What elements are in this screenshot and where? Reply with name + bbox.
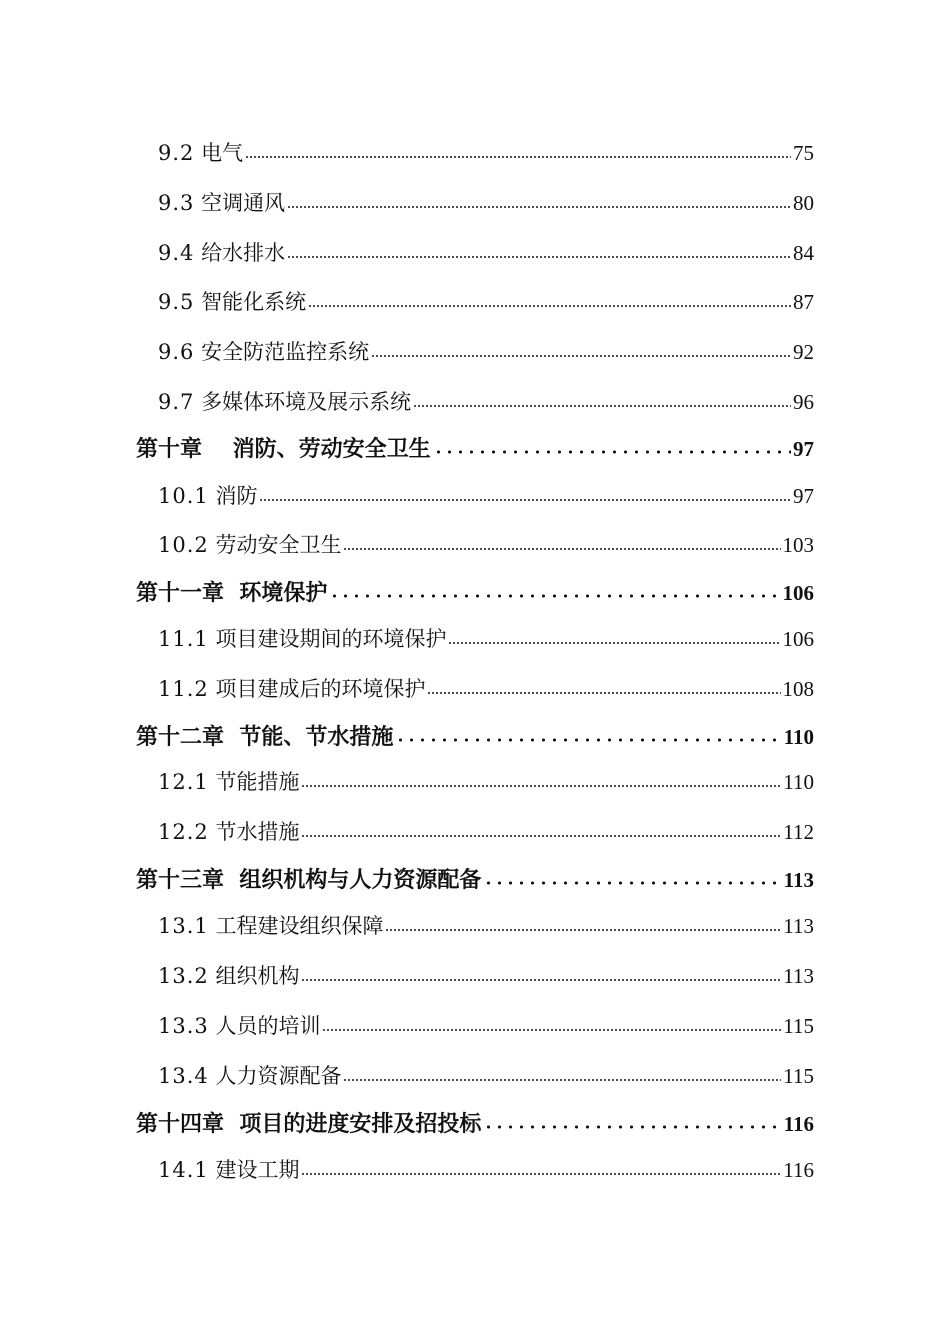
dot-leader [301, 818, 781, 839]
toc-entry-page: 116 [783, 1112, 814, 1136]
toc-entry-number: 12.1 [158, 770, 209, 794]
toc-entry-title [158, 193, 285, 214]
toc-entry-number: 11.2 [158, 677, 209, 701]
toc-entry-title [158, 535, 341, 556]
toc-entry[interactable] [158, 139, 814, 164]
toc-entry-title [136, 582, 327, 604]
toc-entry-title [158, 243, 285, 264]
toc-entry-text: 人力资源配备 [215, 1064, 342, 1088]
toc-entry-number: 9.7 [158, 390, 195, 414]
toc-entry-number: 14.1 [158, 1158, 209, 1182]
toc-entry[interactable] [158, 768, 814, 793]
toc-entry-page: 87 [793, 290, 814, 314]
toc-chapter-number: 第十一章 [136, 580, 225, 606]
toc-entry-text: 消防 [215, 484, 258, 508]
toc-entry-title [158, 486, 257, 507]
toc-entry[interactable] [158, 1062, 814, 1087]
toc-entry[interactable] [158, 388, 814, 413]
toc-chapter-entry[interactable] [136, 722, 814, 748]
toc-entry-number: 9.5 [158, 290, 195, 314]
toc-entry-text: 组织机构与人力资源配备 [239, 867, 482, 893]
toc-entry-number: 9.4 [158, 241, 195, 265]
toc-entry-number: 13.2 [158, 964, 209, 988]
dot-leader [385, 912, 781, 933]
toc-chapter-entry[interactable] [136, 1109, 814, 1135]
toc-entry-number: 9.3 [158, 191, 195, 215]
toc-chapter-number: 第十四章 [136, 1111, 225, 1137]
toc-entry-title [158, 822, 299, 843]
toc-entry-title [158, 342, 369, 363]
toc-entry[interactable] [158, 239, 814, 264]
toc-entry-title [136, 726, 393, 748]
dot-leader [322, 1012, 781, 1033]
toc-entry-page: 112 [783, 820, 814, 844]
toc-entry-text: 项目建成后的环境保护 [215, 677, 426, 701]
toc-entry-page: 84 [793, 241, 814, 265]
dot-leader [483, 865, 781, 887]
toc-entry-page: 110 [783, 770, 814, 794]
toc-entry[interactable] [158, 1156, 814, 1181]
toc-entry-text: 电气 [201, 141, 244, 165]
dot-leader [448, 625, 780, 646]
toc-entry-text: 环境保护 [239, 580, 328, 606]
dot-leader [343, 531, 780, 552]
toc-entry-text: 项目建设期间的环境保护 [215, 627, 447, 651]
toc-entry-text: 给水排水 [201, 241, 286, 265]
dot-leader [329, 578, 780, 600]
toc-entry-page: 97 [793, 437, 814, 461]
toc-entry-number: 11.1 [158, 627, 209, 651]
toc-entry-number: 9.2 [158, 141, 195, 165]
toc-entry-number: 13.4 [158, 1064, 209, 1088]
toc-entry-page: 116 [783, 1158, 814, 1182]
toc-entry-title [158, 292, 306, 313]
toc-entry-text: 工程建设组织保障 [215, 914, 384, 938]
toc-chapter-number: 第十三章 [136, 867, 225, 893]
toc-entry[interactable] [158, 675, 814, 700]
toc-chapter-entry[interactable] [136, 865, 814, 891]
toc-entry-number: 12.2 [158, 820, 209, 844]
toc-entry-title [158, 1016, 320, 1037]
toc-entry[interactable] [158, 338, 814, 363]
toc-entry-title [158, 1160, 299, 1181]
toc-entry-text: 节水措施 [215, 820, 300, 844]
toc-entry-title [158, 966, 299, 987]
dot-leader [287, 239, 791, 260]
dot-leader [343, 1062, 781, 1083]
dot-leader [483, 1109, 781, 1131]
toc-chapter-entry[interactable] [136, 434, 814, 460]
toc-entry-text: 多媒体环境及展示系统 [201, 390, 412, 414]
toc-entry-page: 103 [782, 533, 814, 557]
dot-leader [301, 962, 781, 983]
toc-entry-text: 智能化系统 [201, 290, 307, 314]
toc-entry-page: 97 [793, 484, 814, 508]
dot-leader [245, 139, 791, 160]
dot-leader [287, 189, 791, 210]
toc-entry-text: 节能措施 [215, 770, 300, 794]
toc-entry-number: 13.1 [158, 914, 209, 938]
toc-entry[interactable] [158, 625, 814, 650]
toc-entry[interactable] [158, 962, 814, 987]
toc-entry-title [158, 143, 243, 164]
toc-entry-title [158, 629, 446, 650]
toc-entry-text: 项目的进度安排及招投标 [239, 1111, 482, 1137]
toc-entry-title [136, 438, 431, 460]
toc-entry-page: 75 [793, 141, 814, 165]
toc-entry[interactable] [158, 818, 814, 843]
toc-entry-title [136, 869, 481, 891]
dot-leader [301, 768, 781, 789]
dot-leader [371, 338, 791, 359]
toc-chapter-entry[interactable] [136, 578, 814, 604]
dot-leader [259, 482, 791, 503]
dot-leader [413, 388, 791, 409]
toc-entry-text: 人员的培训 [215, 1014, 321, 1038]
toc-entry-text: 节能、节水措施 [239, 724, 394, 750]
toc-entry-title [136, 1113, 481, 1135]
toc-entry-text: 安全防范监控系统 [201, 340, 370, 364]
toc-entry[interactable] [158, 1012, 814, 1037]
dot-leader [427, 675, 780, 696]
toc-entry[interactable] [158, 912, 814, 937]
toc-chapter-number: 第十二章 [136, 724, 225, 750]
toc-entry[interactable] [158, 189, 814, 214]
toc-entry-text: 劳动安全卫生 [215, 533, 342, 557]
toc-entry-title [158, 772, 299, 793]
toc-entry-text: 组织机构 [215, 964, 300, 988]
toc-entry-number: 13.3 [158, 1014, 209, 1038]
toc-entry-page: 113 [783, 914, 814, 938]
toc-entry-number: 10.2 [158, 533, 209, 557]
toc-entry-text: 空调通风 [201, 191, 286, 215]
toc-entry-page: 80 [793, 191, 814, 215]
toc-entry-page: 113 [783, 964, 814, 988]
toc-entry-page: 115 [783, 1014, 814, 1038]
toc-entry-page: 106 [782, 581, 814, 605]
toc-entry-page: 110 [783, 725, 814, 749]
dot-leader [301, 1156, 781, 1177]
toc-chapter-number: 第十章 [136, 436, 203, 462]
toc-entry-title [158, 392, 411, 413]
dot-leader [395, 722, 781, 744]
toc-entry-title [158, 679, 425, 700]
toc-entry-title [158, 916, 383, 937]
toc-entry-page: 106 [782, 627, 814, 651]
dot-leader [308, 288, 791, 309]
toc-entry-page: 108 [782, 677, 814, 701]
toc-entry[interactable] [158, 531, 814, 556]
dot-leader [433, 434, 791, 456]
toc-entry-number: 9.6 [158, 340, 195, 364]
toc-entry-number: 10.1 [158, 484, 209, 508]
toc-entry-page: 96 [793, 390, 814, 414]
toc-entry-text: 建设工期 [215, 1158, 300, 1182]
toc-entry-title [158, 1066, 341, 1087]
toc-entry-page: 115 [783, 1064, 814, 1088]
toc-entry[interactable] [158, 288, 814, 313]
toc-entry-page: 113 [783, 868, 814, 892]
toc-entry-text: 消防、劳动安全卫生 [232, 436, 431, 462]
toc-entry-page: 92 [793, 340, 814, 364]
toc-entry[interactable] [158, 482, 814, 507]
